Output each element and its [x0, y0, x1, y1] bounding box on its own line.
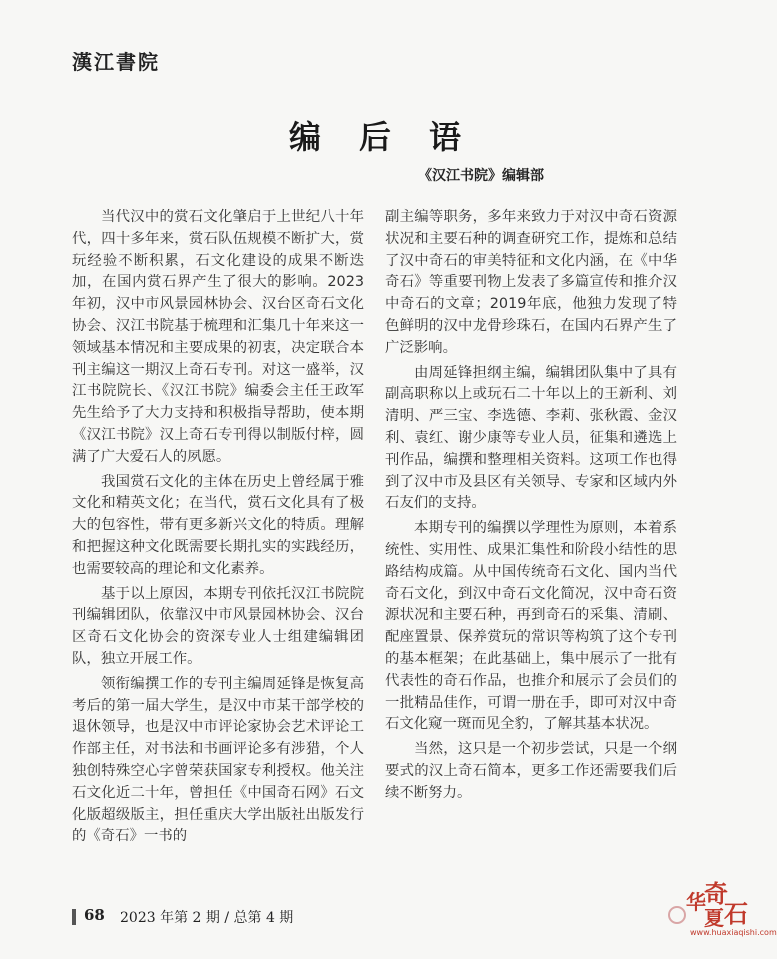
- footer-bar: [72, 909, 76, 925]
- paragraph: 领衔编撰工作的专刊主编周延锋是恢复高考后的第一届大学生，是汉中市某干部学校的退休领导，也是汉中市评论家协会艺术评论工作部主任，对书法和书画评论多有涉猎，个人独创特殊空心字曾荣获国家专利授权。他关注石文化近二十年，曾担任《中国奇石网》石文化版超级版主，担任重庆大学出版社出版发行的《奇石》一书的: [72, 675, 364, 845]
- paragraph: 我国赏石文化的主体在历史上曾经属于雅文化和精英文化；在当代，赏石文化具有了极大的包容性，带有更多新兴文化的特质。理解和把握这种文化既需要长期扎实的实践经历，也需要较高的理论和文化素养。: [72, 473, 364, 577]
- watermark-char: 夏: [704, 906, 724, 930]
- watermark-logo: [668, 872, 777, 942]
- issue-info: 2023 年第 2 期 / 总第 4 期: [120, 910, 294, 926]
- watermark-url: www.huaxiaqishi.com: [690, 928, 777, 937]
- paragraph: 当然，这只是一个初步尝试，只是一个纲要式的汉上奇石简本，更多工作还需要我们后续不断努力。: [385, 741, 677, 801]
- watermark-circle-icon: [668, 906, 686, 924]
- paragraph: 本期专刊的编撰以学理性为原则，本着系统性、实用性、成果汇集性和阶段小结性的思路结构成篇。从中国传统奇石文化、国内当代奇石文化，到汉中奇石文化简况，汉中奇石资源状况和主要石种，再到奇石的采集、清刷、配座置景、保养赏玩的常识等构筑了这个专刊的基本框架；在此基础上，集中展示了一批有代表性的奇石作品，也推介和展示了会员们的一批精品佳作，可谓一册在手，即可对汉中奇石文化窥一斑而见全豹，了解其基本状况。: [385, 520, 677, 733]
- left-column: [72, 207, 364, 848]
- watermark-char: 奇: [704, 879, 728, 908]
- paragraph: 副主编等职务，多年来致力于对汉中奇石资源状况和主要石种的调查研究工作，提炼和总结了汉中奇石的审美特征和文化内涵，在《中华奇石》等重要刊物上发表了多篇宣传和推介汉中奇石的文章；2019年底，他独力发现了特色鲜明的汉中龙骨珍珠石，在国内石界产生了广泛影响。: [385, 209, 677, 356]
- article-title: 编后语: [288, 118, 499, 156]
- paragraph: 由周延锋担纲主编，编辑团队集中了具有副高职称以上或玩石二十年以上的王新利、刘清明、严三宝、李选德、李莉、张秋霞、金汉利、袁红、谢少康等专业人员，征集和遴选上刊作品，编撰和整理相关资料。这项工作也得到了汉中市及县区有关领导、专家和区域内外石友们的支持。: [385, 364, 677, 512]
- journal-header-title: 漢江書院: [72, 50, 160, 74]
- right-column: [385, 207, 677, 805]
- article-byline: 《汉江书院》编辑部: [418, 168, 544, 184]
- page-number: 68: [84, 906, 105, 924]
- paragraph: 当代汉中的赏石文化肇启于上世纪八十年代，四十多年来，赏石队伍规模不断扩大，赏玩经验不断积累，石文化建设的成果不断迭加，在国内赏石界产生了很大的影响。2023年初，汉中市风景园林协会、汉台区奇石文化协会、汉江书院基于梳理和汇集几十年来这一领域基本情况和主要成果的初衷，决定联合本刊主编这一期汉上奇石专刊。对这一盛举，汉江书院院长、《汉江书院》编委会主任王政军先生给予了大力支持和积极指导帮助，使本期《汉江书院》汉上奇石专刊得以制版付梓，圆满了广大爱石人的夙愿。: [72, 209, 364, 465]
- watermark-char: 华: [686, 890, 706, 914]
- watermark-char: 石: [724, 899, 748, 928]
- paragraph: 基于以上原因，本期专刊依托汉江书院院刊编辑团队，依靠汉中市风景园林协会、汉台区奇石文化协会的资深专业人士组建编辑团队，独立开展工作。: [72, 585, 364, 667]
